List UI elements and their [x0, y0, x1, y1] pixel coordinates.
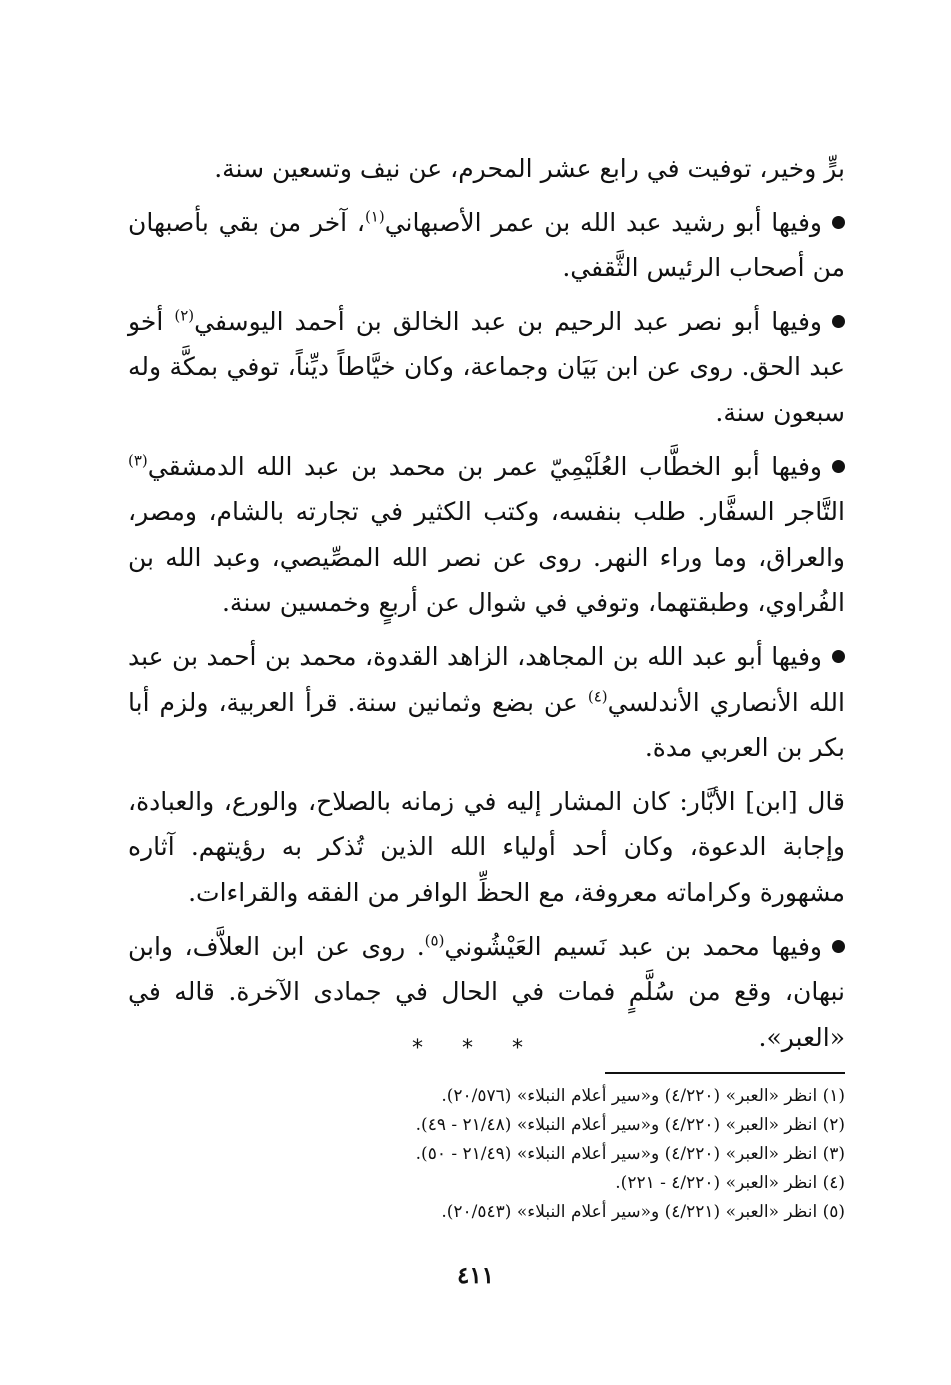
bullet-icon [832, 460, 845, 473]
paragraph-4 [128, 444, 845, 626]
paragraph-text: . روى عن ابن العلاَّف، وابن نبهان، وقع من سُلَّمٍ فمات في الحال في جمادى الآخرة. قاله في «العبر». [128, 931, 845, 1052]
footnote-ref-2: (٢) [174, 306, 195, 325]
footnote-ref-4: (٤) [587, 687, 608, 706]
footnote-2: (٢) انظر «العبر» (٤/٢٢٠) و«سير أعلام النبلاء» (٢١/٤٨ - ٤٩). [415, 1115, 845, 1135]
section-separator: * * * [412, 1036, 539, 1061]
paragraph-text: وفيها أبو رشيد عبد الله بن عمر الأصبهاني [384, 207, 822, 237]
paragraph-5 [128, 634, 845, 771]
footnote-4: (٤) انظر «العبر» (٤/٢٢٠ - ٢٢١). [615, 1173, 845, 1193]
paragraph-text: التَّاجر السفَّار. طلب بنفسه، وكتب الكثير في تجارته بالشام، ومصر، والعراق، وما وراء النهر. روى عن نصر الله المصِّيصي، وعبد الله بن الفُراوي، وطبقتهما، وتوفي في شوال عن أربعٍ وخمسين سنة. [128, 497, 845, 618]
paragraph-text: وفيها أبو نصر عبد الرحيم بن عبد الخالق بن أحمد اليوسفي [194, 306, 822, 336]
paragraph-3 [128, 299, 845, 436]
paragraph-6 [128, 779, 845, 916]
footnote-ref-3: (٣) [128, 451, 148, 470]
page-number: ٤١١ [456, 1262, 495, 1289]
paragraph-text: وفيها محمد بن عبد نَسيم العَيْشُوني [444, 931, 822, 961]
paragraph-text: برٍّ وخير، توفيت في رابع عشر المحرم، عن نيف وتسعين سنة. [214, 154, 845, 183]
footnote-ref-5: (٥) [424, 931, 445, 950]
paragraph-text: أخو عبد الحق. روى عن ابن بَيَان وجماعة، وكان خيَّاطاً ديِّناً، توفي بمكَّة وله سبعون سنة. [128, 306, 845, 427]
bullet-icon [832, 650, 845, 663]
footnote-divider [605, 1072, 845, 1074]
bullet-icon [832, 216, 845, 229]
paragraph-text: عن بضع وثمانين سنة. قرأ العربية، ولزم أبا بكر بن العربي مدة. [128, 687, 845, 763]
paragraph-text: ، آخر من بقي بأصبهان من أصحاب الرئيس الثَّقفي. [128, 207, 845, 283]
footnote-1: (١) انظر «العبر» (٤/٢٢٠) و«سير أعلام النبلاء» (٢٠/٥٧٦). [441, 1086, 845, 1106]
paragraph-1 [128, 146, 845, 192]
footnotes [125, 1082, 845, 1227]
footnote-ref-1: (١) [364, 207, 385, 226]
footnote-5: (٥) انظر «العبر» (٤/٢٢١) و«سير أعلام النبلاء» (٢٠/٥٤٣). [441, 1202, 845, 1222]
paragraph-text: وفيها أبو الخطَّاب العُلَيْمِيّ عمر بن محمد بن عبد الله الدمشقي [147, 451, 822, 481]
paragraph-2 [128, 200, 845, 291]
bullet-icon [832, 940, 845, 953]
paragraph-text: قال [ابن] الأبَّار: كان المشار إليه في زمانه بالصلاح، والورع، والعبادة، وإجابة الدعوة، وكان أحد أولياء الله الذين تُذكر به رؤيتهم. آثاره مشهورة وكراماته معروفة، مع الحظِّ الوافر من الفقه والقراءات. [128, 786, 845, 907]
bullet-icon [832, 315, 845, 328]
footnote-3: (٣) انظر «العبر» (٤/٢٢٠) و«سير أعلام النبلاء» (٢١/٤٩ - ٥٠). [415, 1144, 845, 1164]
main-text [128, 146, 845, 1068]
paragraph-text: وفيها أبو عبد الله بن المجاهد، الزاهد القدوة، محمد بن أحمد بن عبد الله الأنصاري الأندلسي [128, 641, 845, 717]
